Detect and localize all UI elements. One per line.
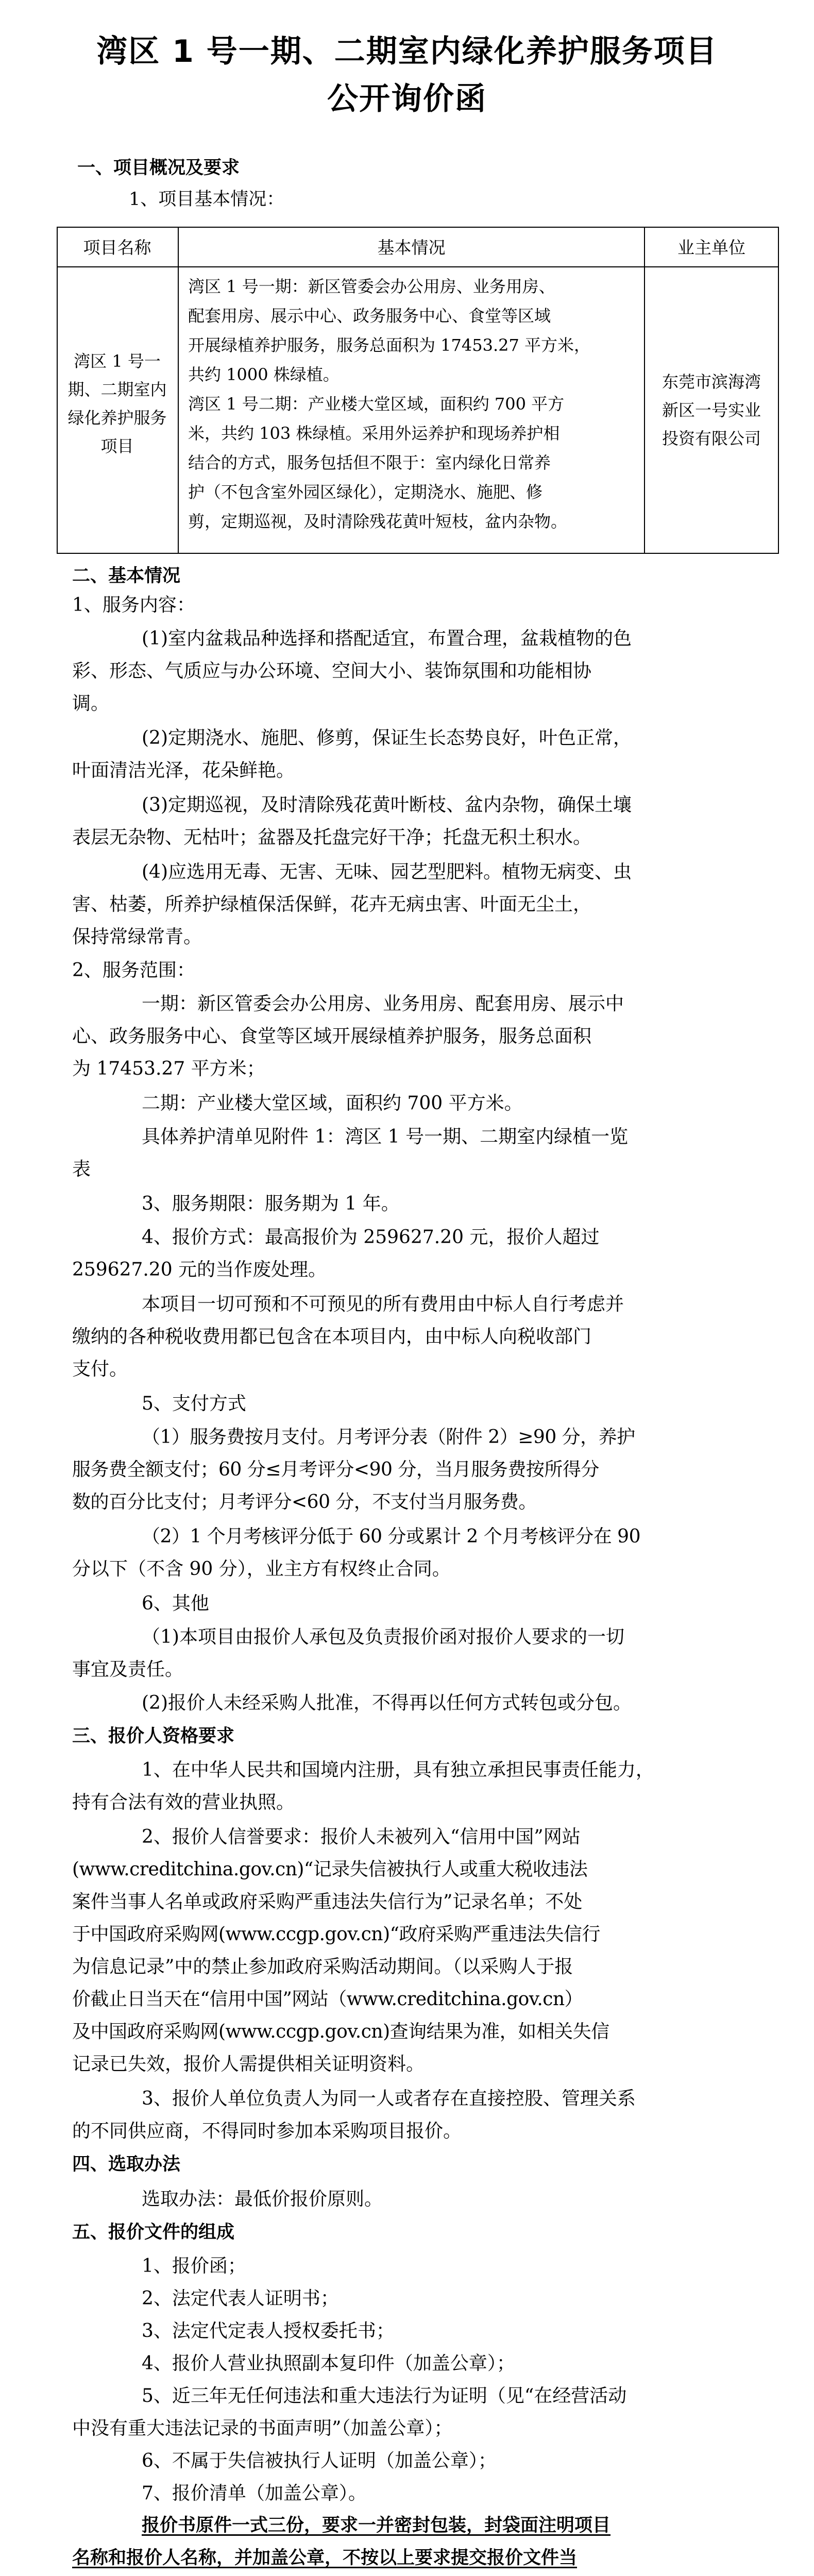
document-title-line1: 湾区 1 号一期、二期室内绿化养护服务项目 [96,33,718,70]
s3-line: 1、在中华人民共和国境内注册，具有独立承担民事责任能力， [142,1759,654,1781]
s2-line: (4)应选用无毒、无害、无味、园艺型肥料。植物无病变、虫 [142,861,632,883]
s3-line: 的不同供应商，不得同时参加本采购项目报价。 [72,2121,462,2142]
table-cell-name-line: 湾区 1 号一 [74,351,161,371]
s5-line: 1、报价函； [142,2256,246,2277]
s2-line: 表 [72,1159,91,1180]
table-header-basic: 基本情况 [377,238,446,258]
s2-line: 本项目一切可预和不可预见的所有费用由中标人自行考虑并 [142,1294,624,1315]
s2-line: 数的百分比支付；月考评分<60 分，不支付当月服务费。 [72,1492,537,1513]
s2-line: 二期：产业楼大堂区域，面积约 700 平方米。 [142,1093,523,1114]
s2-line: 调。 [72,693,110,714]
s3-line: 记录已失效，报价人需提供相关证明资料。 [72,2054,425,2075]
section-3-heading: 三、报价人资格要求 [72,1726,235,1747]
s2-line: 1、服务内容： [72,595,195,616]
section-2-heading: 二、基本情况 [72,565,181,586]
section-1-heading: 一、项目概况及要求 [77,157,240,178]
s2-line: 表层无杂物、无枯叶；盆器及托盘完好干净；托盘无积土积水。 [72,827,592,848]
s4-line: 选取办法：最低价报价原则。 [142,2189,383,2210]
project-info-table [57,227,779,554]
table-cell-name-line: 项目 [100,436,134,456]
s3-line: 价截止日当天在“信用中国”网站（www.creditchina.gov.cn） [72,1989,583,2010]
s5-line: 5、近三年无任何违法和重大违法行为证明（见“在经营活动 [142,2385,627,2406]
s5-line: 7、报价清单（加盖公章）。 [142,2483,367,2504]
s3-line: 及中国政府采购网(www.ccgp.gov.cn)查询结果为准，如相关失信 [72,2021,609,2042]
s2-line: 分以下（不含 90 分），业主方有权终止合同。 [72,1558,451,1580]
table-cell-owner-line: 东莞市滨海湾 [662,372,761,392]
table-header-name: 项目名称 [83,238,151,258]
s2-line: 服务费全额支付；60 分≤月考评分<90 分，当月服务费按所得分 [72,1459,599,1480]
s2-line: 259627.20 元的当作废处理。 [72,1259,327,1280]
s2-line: (1)室内盆栽品种选择和搭配适宜，布置合理，盆栽植物的色 [142,628,632,649]
s2-line: 2、服务范围： [72,960,195,981]
s2-line: （2）1 个月考核评分低于 60 分或累计 2 个月考核评分在 90 [142,1526,640,1547]
s2-line: 具体养护清单见附件 1：湾区 1 号一期、二期室内绿植一览 [142,1126,629,1147]
table-cell-basic-line: 配套用房、展示中心、政务服务中心、食堂等区域 [188,306,551,326]
document-title-line2: 公开询价函 [327,81,487,117]
s3-line: 持有合法有效的营业执照。 [72,1792,295,1813]
table-cell-basic-line: 共约 1000 株绿植。 [188,365,340,384]
s2-line: （1)本项目由报价人承包及负责报价函对报价人要求的一切 [142,1626,624,1648]
s5-line: 6、不属于失信被执行人证明（加盖公章）； [142,2450,497,2471]
s2-line: 为 17453.27 平方米； [72,1058,265,1079]
s3-line: 案件当事人名单或政府采购严重违法失信行为”记录名单；不处 [72,1891,583,1912]
table-cell-basic-line: 米，共约 103 株绿植。采用外运养护和现场养护相 [188,423,560,443]
s2-line: 3、服务期限：服务期为 1 年。 [142,1193,400,1214]
table-cell-basic-line: 湾区 1 号一期：新区管委会办公用房、业务用房、 [188,277,555,296]
s2-line: 彩、形态、气质应与办公环境、空间大小、装饰氛围和功能相协 [72,660,592,682]
s2-line: (2)报价人未经采购人批准，不得再以任何方式转包或分包。 [142,1692,632,1714]
s2-line: (3)定期巡视，及时清除残花黄叶断枝、盆内杂物，确保土壤 [142,794,632,816]
s2-line: 事宜及责任。 [72,1659,184,1680]
s3-line: 于中国政府采购网(www.ccgp.gov.cn)“政府采购严重违法失信行 [72,1924,601,1945]
s5-line: 中没有重大违法记录的书面声明”（加盖公章）； [72,2418,453,2439]
table-cell-basic-line: 剪，定期巡视，及时清除残花黄叶短枝，盆内杂物。 [188,512,568,531]
s5-line: 4、报价人营业执照副本复印件（加盖公章）； [142,2353,515,2374]
table-header-owner: 业主单位 [677,238,745,258]
table-cell-basic-line: 结合的方式，服务包括但不限于：室内绿化日常养 [188,453,551,472]
s2-line: （1）服务费按月支付。月考评分表（附件 2）≥90 分，养护 [142,1427,635,1448]
section-1-subheading: 1、项目基本情况： [129,189,285,210]
s2-line: 5、支付方式 [142,1393,246,1414]
s2-line: 心、政务服务中心、食堂等区域开展绿植养护服务，服务总面积 [72,1026,592,1047]
table-cell-owner-line: 投资有限公司 [662,429,761,448]
s2-line: 一期：新区管委会办公用房、业务用房、配套用房、展示中 [142,993,624,1014]
section-5-heading: 五、报价文件的组成 [72,2222,235,2243]
table-cell-basic-line: 护（不包含室外园区绿化），定期浇水、施肥、修 [188,482,543,502]
table-cell-owner-line: 新区一号实业 [662,400,761,420]
section-4-heading: 四、选取办法 [72,2154,181,2175]
s5-line: 3、法定代定表人授权委托书； [142,2320,395,2342]
s3-line: 2、报价人信誉要求：报价人未被列入“信用中国”网站 [142,1826,581,1848]
s2-line: 保持常绿常青。 [72,926,202,947]
s2-line: 4、报价方式：最高报价为 259627.20 元，报价人超过 [142,1227,600,1248]
s5-note-line: 报价书原件一式三份，要求一并密封包装，封袋面注明项目 [142,2515,611,2536]
s2-line: 叶面清洁光泽，花朵鲜艳。 [72,760,295,781]
s3-line: (www.creditchina.gov.cn)“记录失信被执行人或重大税收违法 [72,1859,588,1880]
s2-line: 害、枯萎，所养护绿植保活保鲜，花卉无病虫害、叶面无尘土， [72,894,592,915]
table-cell-basic-line: 湾区 1 号二期：产业楼大堂区域，面积约 700 平方 [188,394,565,414]
table-cell-basic-line: 开展绿植养护服务，服务总面积为 17453.27 平方米， [188,335,591,355]
s5-note-line: 名称和报价人名称，并加盖公章，不按以上要求提交报价文件当 [72,2548,578,2568]
s2-line: (2)定期浇水、施肥、修剪，保证生长态势良好，叶色正常， [142,727,632,749]
s2-line: 缴纳的各种税收费用都已包含在本项目内，由中标人向税收部门 [72,1326,592,1347]
table-cell-name-line: 期、二期室内 [67,380,167,399]
s3-line: 3、报价人单位负责人为同一人或者存在直接控股、管理关系 [142,2088,636,2109]
table-cell-name-line: 绿化养护服务 [67,408,167,428]
s5-line: 2、法定代表人证明书； [142,2288,339,2309]
s2-line: 支付。 [72,1359,128,1380]
s3-line: 为信息记录”中的禁止参加政府采购活动期间。（以采购人于报 [72,1956,573,1977]
s2-line: 6、其他 [142,1593,209,1614]
